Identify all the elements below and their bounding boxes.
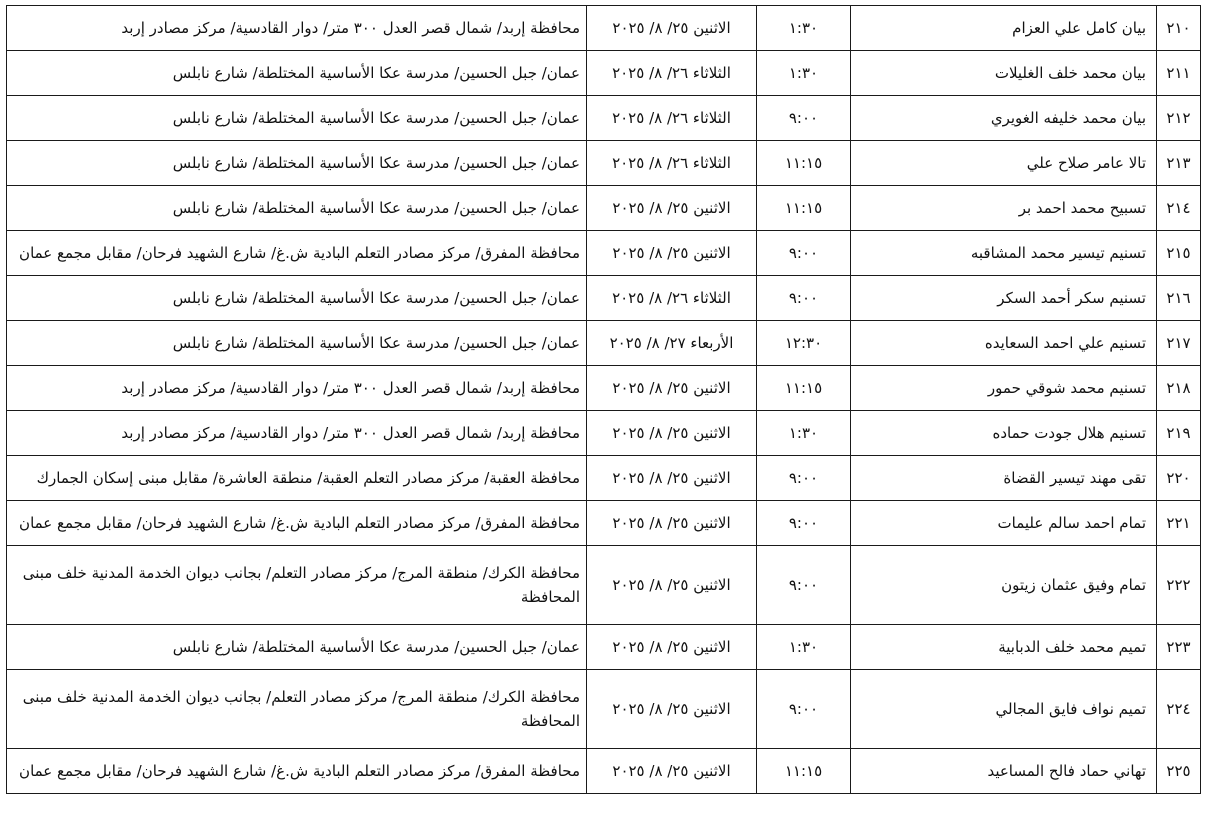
row-number-cell: ٢١٩ xyxy=(1157,411,1201,456)
exam-date-cell: الاثنين ٢٥/ ٨/ ٢٠٢٥ xyxy=(587,749,757,794)
exam-time-cell: ١:٣٠ xyxy=(757,51,851,96)
table-row xyxy=(7,670,1201,749)
table-row xyxy=(7,501,1201,546)
candidate-name-cell: تسنيم تيسير محمد المشاقبه xyxy=(851,231,1157,276)
candidate-name-cell: بيان محمد خلف الغليلات xyxy=(851,51,1157,96)
exam-time-cell: ١١:١٥ xyxy=(757,141,851,186)
candidate-name-cell: بيان محمد خليفه الغويري xyxy=(851,96,1157,141)
table-row xyxy=(7,141,1201,186)
table-row xyxy=(7,96,1201,141)
row-number-cell: ٢١٣ xyxy=(1157,141,1201,186)
candidate-name-cell: تسنيم هلال جودت حماده xyxy=(851,411,1157,456)
row-number-cell: ٢٢٥ xyxy=(1157,749,1201,794)
candidate-name-cell: تالا عامر صلاح علي xyxy=(851,141,1157,186)
exam-date-cell: الثلاثاء ٢٦/ ٨/ ٢٠٢٥ xyxy=(587,141,757,186)
exam-time-cell: ٩:٠٠ xyxy=(757,456,851,501)
exam-location-cell: عمان/ جبل الحسين/ مدرسة عكا الأساسية المختلطة/ شارع نابلس xyxy=(7,276,587,321)
exam-date-cell: الثلاثاء ٢٦/ ٨/ ٢٠٢٥ xyxy=(587,276,757,321)
candidate-name-cell: تسنيم محمد شوقي حمور xyxy=(851,366,1157,411)
row-number-cell: ٢١٠ xyxy=(1157,6,1201,51)
exam-location-cell: محافظة الكرك/ منطقة المرج/ مركز مصادر التعلم/ بجانب ديوان الخدمة المدنية خلف مبنى المحافظة xyxy=(7,670,587,749)
table-row xyxy=(7,411,1201,456)
row-number-cell: ٢١٦ xyxy=(1157,276,1201,321)
exam-date-cell: الاثنين ٢٥/ ٨/ ٢٠٢٥ xyxy=(587,366,757,411)
exam-location-cell: محافظة إربد/ شمال قصر العدل ٣٠٠ متر/ دوار القادسية/ مركز مصادر إربد xyxy=(7,6,587,51)
exam-time-cell: ٩:٠٠ xyxy=(757,276,851,321)
candidate-name-cell: بيان كامل علي العزام xyxy=(851,6,1157,51)
exam-time-cell: ٩:٠٠ xyxy=(757,96,851,141)
exam-location-cell: محافظة الكرك/ منطقة المرج/ مركز مصادر التعلم/ بجانب ديوان الخدمة المدنية خلف مبنى المحافظة xyxy=(7,546,587,625)
exam-location-cell: عمان/ جبل الحسين/ مدرسة عكا الأساسية المختلطة/ شارع نابلس xyxy=(7,141,587,186)
candidate-name-cell: تهاني حماد فالح المساعيد xyxy=(851,749,1157,794)
exam-date-cell: الاثنين ٢٥/ ٨/ ٢٠٢٥ xyxy=(587,670,757,749)
row-number-cell: ٢١٢ xyxy=(1157,96,1201,141)
exam-time-cell: ١١:١٥ xyxy=(757,186,851,231)
table-row xyxy=(7,625,1201,670)
exam-date-cell: الأربعاء ٢٧/ ٨/ ٢٠٢٥ xyxy=(587,321,757,366)
exam-date-cell: الثلاثاء ٢٦/ ٨/ ٢٠٢٥ xyxy=(587,51,757,96)
exam-time-cell: ١:٣٠ xyxy=(757,6,851,51)
row-number-cell: ٢٢٣ xyxy=(1157,625,1201,670)
exam-time-cell: ١٢:٣٠ xyxy=(757,321,851,366)
schedule-table xyxy=(6,5,1201,794)
exam-location-cell: عمان/ جبل الحسين/ مدرسة عكا الأساسية المختلطة/ شارع نابلس xyxy=(7,96,587,141)
schedule-table-body xyxy=(7,6,1201,794)
candidate-name-cell: تمام احمد سالم عليمات xyxy=(851,501,1157,546)
table-row xyxy=(7,276,1201,321)
table-row xyxy=(7,456,1201,501)
candidate-name-cell: تسنيم علي احمد السعايده xyxy=(851,321,1157,366)
exam-time-cell: ٩:٠٠ xyxy=(757,501,851,546)
row-number-cell: ٢١١ xyxy=(1157,51,1201,96)
table-row xyxy=(7,321,1201,366)
exam-date-cell: الاثنين ٢٥/ ٨/ ٢٠٢٥ xyxy=(587,546,757,625)
exam-time-cell: ١١:١٥ xyxy=(757,366,851,411)
exam-date-cell: الاثنين ٢٥/ ٨/ ٢٠٢٥ xyxy=(587,186,757,231)
exam-time-cell: ٩:٠٠ xyxy=(757,546,851,625)
exam-location-cell: عمان/ جبل الحسين/ مدرسة عكا الأساسية المختلطة/ شارع نابلس xyxy=(7,625,587,670)
candidate-name-cell: تقى مهند تيسير القضاة xyxy=(851,456,1157,501)
table-row xyxy=(7,6,1201,51)
table-row xyxy=(7,51,1201,96)
exam-time-cell: ١١:١٥ xyxy=(757,749,851,794)
exam-time-cell: ٩:٠٠ xyxy=(757,231,851,276)
candidate-name-cell: تميم نواف فايق المجالي xyxy=(851,670,1157,749)
row-number-cell: ٢١٤ xyxy=(1157,186,1201,231)
exam-location-cell: محافظة المفرق/ مركز مصادر التعلم البادية ش.غ/ شارع الشهيد فرحان/ مقابل مجمع عمان xyxy=(7,501,587,546)
table-row xyxy=(7,546,1201,625)
table-row xyxy=(7,186,1201,231)
exam-location-cell: عمان/ جبل الحسين/ مدرسة عكا الأساسية المختلطة/ شارع نابلس xyxy=(7,51,587,96)
row-number-cell: ٢٢٠ xyxy=(1157,456,1201,501)
table-row xyxy=(7,749,1201,794)
exam-location-cell: محافظة المفرق/ مركز مصادر التعلم البادية ش.غ/ شارع الشهيد فرحان/ مقابل مجمع عمان xyxy=(7,749,587,794)
exam-schedule-page xyxy=(6,5,1200,794)
exam-location-cell: محافظة إربد/ شمال قصر العدل ٣٠٠ متر/ دوار القادسية/ مركز مصادر إربد xyxy=(7,411,587,456)
table-row xyxy=(7,366,1201,411)
exam-date-cell: الاثنين ٢٥/ ٨/ ٢٠٢٥ xyxy=(587,456,757,501)
table-row xyxy=(7,231,1201,276)
row-number-cell: ٢٢١ xyxy=(1157,501,1201,546)
exam-location-cell: عمان/ جبل الحسين/ مدرسة عكا الأساسية المختلطة/ شارع نابلس xyxy=(7,321,587,366)
exam-time-cell: ٩:٠٠ xyxy=(757,670,851,749)
exam-location-cell: محافظة المفرق/ مركز مصادر التعلم البادية ش.غ/ شارع الشهيد فرحان/ مقابل مجمع عمان xyxy=(7,231,587,276)
candidate-name-cell: تسبيح محمد احمد بر xyxy=(851,186,1157,231)
candidate-name-cell: تميم محمد خلف الدبابية xyxy=(851,625,1157,670)
exam-date-cell: الاثنين ٢٥/ ٨/ ٢٠٢٥ xyxy=(587,411,757,456)
row-number-cell: ٢٢٢ xyxy=(1157,546,1201,625)
exam-time-cell: ١:٣٠ xyxy=(757,625,851,670)
exam-location-cell: عمان/ جبل الحسين/ مدرسة عكا الأساسية المختلطة/ شارع نابلس xyxy=(7,186,587,231)
row-number-cell: ٢١٧ xyxy=(1157,321,1201,366)
exam-location-cell: محافظة إربد/ شمال قصر العدل ٣٠٠ متر/ دوار القادسية/ مركز مصادر إربد xyxy=(7,366,587,411)
exam-date-cell: الاثنين ٢٥/ ٨/ ٢٠٢٥ xyxy=(587,231,757,276)
row-number-cell: ٢٢٤ xyxy=(1157,670,1201,749)
exam-date-cell: الثلاثاء ٢٦/ ٨/ ٢٠٢٥ xyxy=(587,96,757,141)
exam-date-cell: الاثنين ٢٥/ ٨/ ٢٠٢٥ xyxy=(587,6,757,51)
row-number-cell: ٢١٥ xyxy=(1157,231,1201,276)
row-number-cell: ٢١٨ xyxy=(1157,366,1201,411)
exam-location-cell: محافظة العقبة/ مركز مصادر التعلم العقبة/ منطقة العاشرة/ مقابل مبنى إسكان الجمارك xyxy=(7,456,587,501)
exam-date-cell: الاثنين ٢٥/ ٨/ ٢٠٢٥ xyxy=(587,501,757,546)
exam-time-cell: ١:٣٠ xyxy=(757,411,851,456)
exam-date-cell: الاثنين ٢٥/ ٨/ ٢٠٢٥ xyxy=(587,625,757,670)
candidate-name-cell: تمام وفيق عثمان زيتون xyxy=(851,546,1157,625)
candidate-name-cell: تسنيم سكر أحمد السكر xyxy=(851,276,1157,321)
